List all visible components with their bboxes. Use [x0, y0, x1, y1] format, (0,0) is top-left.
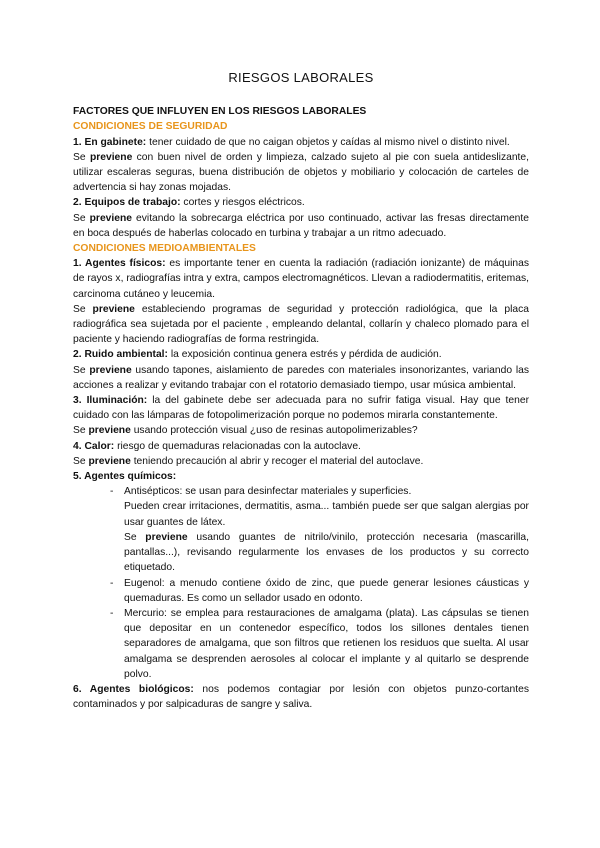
prevention-equipos	[73, 211, 529, 241]
prevention-keyword: previene	[89, 364, 132, 376]
prevention-text: usando tapones, aislamiento de paredes con materiales insonorizantes, variando las acciones a realizar y evitando trabajar con el rotatorio demasiado tiempo, usar música ambiental.	[73, 364, 529, 391]
prevention-antisepticos	[124, 530, 529, 576]
item-gabinete	[73, 135, 529, 150]
prevention-prefix: Se	[73, 303, 93, 315]
prevention-agentes-fisicos	[73, 302, 529, 348]
prevention-text: evitando la sobrecarga eléctrica por uso continuado, activar las fresas directamente en boca después de haberlas colocado en turbina y trabajar a un ritmo adecuado.	[73, 212, 529, 239]
item-text: es importante tener en cuenta la radiación (radiación ionizante) de máquinas de rayos x, radiografías intra y extra, campos electromagnéticos. Llevan a radiodermatitis, eritemas, carcinoma cutáneo y leucemia.	[73, 258, 529, 300]
antisepticos-line: - Antisépticos: se usan para desinfectar materiales y superficies.	[124, 486, 412, 498]
item-calor	[73, 439, 529, 454]
section-heading-medioambientales: CONDICIONES MEDIOAMBIENTALES	[73, 243, 256, 255]
prevention-keyword: previene	[89, 151, 133, 163]
antisepticos-effects: Pueden crear irritaciones, dermatitis, asma... también puede ser que salgan alergias por usar guantes de látex.	[124, 501, 529, 528]
prevention-text: teniendo precaución al abrir y recoger el material del autoclave.	[130, 455, 424, 467]
prevention-keyword: previene	[88, 425, 131, 437]
item-label: 3. Iluminación:	[73, 395, 148, 407]
prevention-ruido	[73, 363, 529, 393]
prevention-prefix: Se	[124, 531, 146, 543]
item-label: 5. Agentes químicos:	[73, 471, 177, 483]
item-label: 4. Calor:	[73, 440, 115, 452]
prevention-text: con buen nivel de orden y limpieza, calzado sujeto al pie con suela antideslizante, utilizar escaleras seguras, buena distribución de objetos y mobiliario y colocación de carteles de advertencia si hay zonas mojadas.	[73, 151, 529, 194]
item-label: 2. Ruido ambiental:	[73, 349, 168, 361]
prevention-keyword: previene	[145, 531, 188, 543]
list-item-mercurio	[110, 606, 529, 682]
prevention-gabinete	[73, 150, 529, 196]
item-label: 1. Agentes físicos:	[73, 258, 166, 270]
prevention-text: estableciendo programas de seguridad y protección radiológica, que la placa radiográfica sea sujetada por el paciente , empleando delantal, collarín y chaleco plomado para el paciente y haciendo radiografías de forma restringida.	[73, 303, 529, 346]
item-label: 6. Agentes biológicos:	[73, 683, 194, 695]
prevention-keyword: previene	[88, 455, 131, 467]
page-title: RIESGOS LABORALES	[228, 70, 374, 85]
prevention-prefix: Se	[73, 425, 89, 437]
item-text: riesgo de quemaduras relacionadas con la autoclave.	[114, 440, 361, 452]
prevention-text: usando guantes de nitrilo/vinilo, protección necesaria (mascarilla, pantallas...), revisando regularmente los envases de los productos y su correcto etiquetado.	[124, 531, 529, 574]
item-text: la exposición continua genera estrés y pérdida de audición.	[167, 349, 442, 361]
prevention-prefix: Se	[73, 455, 89, 467]
item-agentes-biologicos	[73, 682, 529, 712]
prevention-text: usando protección visual ¿uso de resinas autopolimerizables?	[130, 425, 418, 437]
item-agentes-quimicos	[73, 469, 529, 484]
list-item-eugenol	[110, 576, 529, 606]
prevention-keyword: previene	[92, 303, 135, 315]
chemical-agents-list	[73, 484, 529, 682]
prevention-prefix: Se	[73, 212, 90, 224]
prevention-prefix: Se	[73, 364, 90, 376]
prevention-keyword: previene	[89, 212, 132, 224]
item-text: nos podemos contagiar por lesión con objetos punzo-cortantes contaminados y por salpicaduras de sangre y saliva.	[73, 683, 529, 711]
item-text: tener cuidado de que no caigan objetos y caídas al mismo nivel o distinto nivel.	[146, 136, 510, 148]
item-label: 2. Equipos de trabajo:	[73, 197, 181, 209]
list-item-antisepticos	[110, 484, 529, 575]
main-heading: FACTORES QUE INFLUYEN EN LOS RIESGOS LABORALES	[73, 106, 367, 118]
item-agentes-fisicos	[73, 256, 529, 302]
item-text: la del gabinete debe ser adecuada para no sufrir fatiga visual. Hay que tener cuidado con las lámparas de fotopolimerización porque no podemos mirarla constantemente.	[73, 395, 529, 422]
item-ruido	[73, 347, 529, 362]
item-text: cortes y riesgos eléctricos.	[180, 197, 305, 209]
eugenol-text: - Eugenol: a menudo contiene óxido de zinc, que puede generar lesiones cáusticas y quemaduras. Es como un sellador usado en odonto.	[124, 577, 529, 604]
item-equipos	[73, 195, 529, 210]
item-iluminacion	[73, 393, 529, 423]
prevention-prefix: Se	[73, 151, 90, 163]
prevention-iluminacion	[73, 423, 529, 438]
mercurio-text: - Mercurio: se emplea para restauraciones de amalgama (plata). Las cápsulas se tienen que depositar en un contenedor específico, todos los sillones dentales tienen separadores de amalgama, que son filtros que retienen los residuos que suelta. Al usar amalgama se desprenden aerosoles al colocar el implante y al quitarlo se desprende polvo.	[124, 607, 529, 680]
prevention-calor	[73, 454, 529, 469]
item-label: 1. En gabinete:	[73, 136, 147, 148]
section-heading-seguridad: CONDICIONES DE SEGURIDAD	[73, 121, 228, 133]
